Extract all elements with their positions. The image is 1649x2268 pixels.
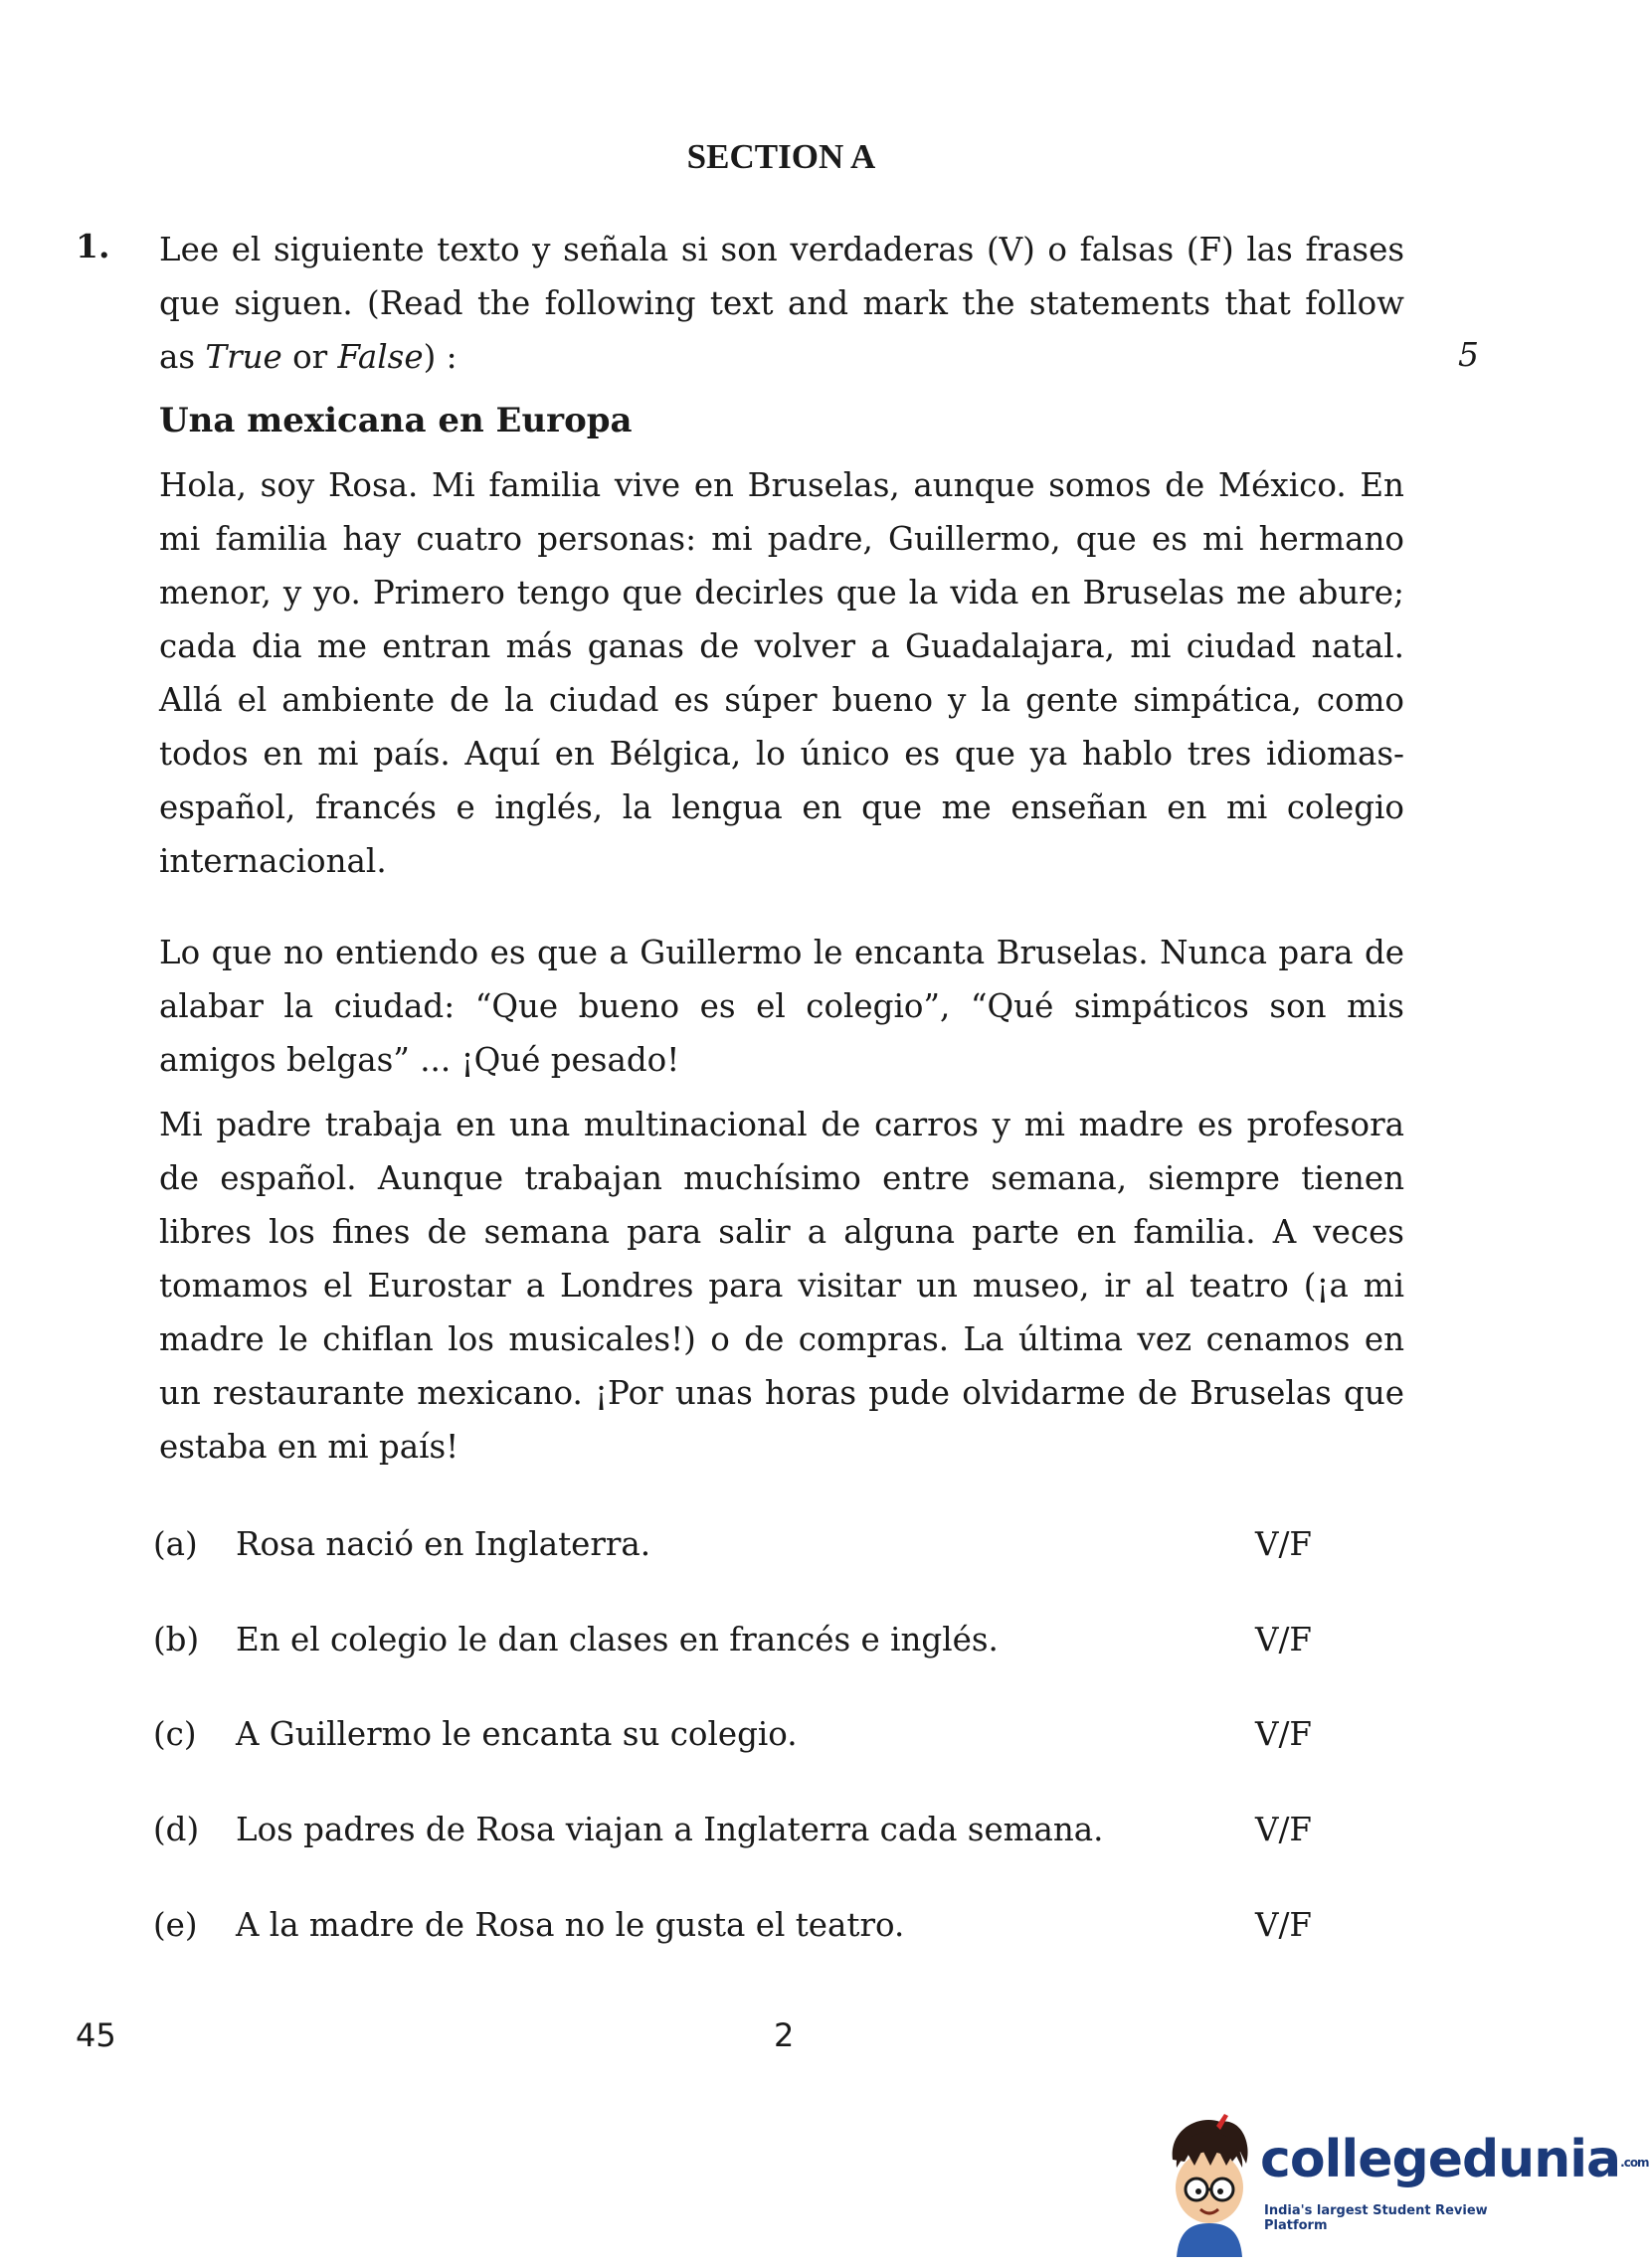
statement-d — [153, 1803, 1347, 1856]
section-heading: SECTION A — [686, 137, 876, 176]
mascot-icon — [1159, 2108, 1258, 2257]
collegedunia-watermark — [1159, 2108, 1649, 2257]
statement-label: (a) — [153, 1525, 198, 1563]
statement-text: Los padres de Rosa viajan a Inglaterra cada semana. — [236, 1811, 1104, 1848]
statement-label: (d) — [153, 1811, 200, 1848]
page-number: 2 — [774, 2016, 795, 2054]
statement-text: Rosa nació en Inglaterra. — [236, 1525, 651, 1563]
statement-answer: V/F — [1255, 1811, 1312, 1848]
statement-answer: V/F — [1255, 1906, 1312, 1944]
false-word: False — [337, 338, 424, 376]
statement-answer: V/F — [1255, 1715, 1312, 1753]
statement-text: A Guillermo le encanta su colegio. — [236, 1715, 798, 1753]
passage-paragraph-3: Mi padre trabaja en una multinacional de carros y mi madre es profesora de español. Aunque trabajan muchísimo entre semana, siempre tienen libres los fines de semana para salir a alguna parte en familia. A veces tomamos el Eurostar a Londres para visitar un museo, ir al teatro (¡a mi madre le chiflan los musicales!) o de compras. La última vez cenamos en un restaurante mexicano. ¡Por unas horas pude olvidarme de Bruselas que estaba en mi país! — [159, 1106, 1404, 1466]
passage-paragraph-2: Lo que no entiendo es que a Guillermo le encanta Bruselas. Nunca para de alabar la ciudad: “Que bueno es el colegio”, “Qué simpáticos son mis amigos belgas” ... ¡Qué pesado! — [159, 934, 1404, 1079]
statement-a — [153, 1517, 1347, 1571]
statement-e — [153, 1898, 1347, 1952]
statement-c — [153, 1707, 1347, 1761]
statement-text: A la madre de Rosa no le gusta el teatro. — [236, 1906, 905, 1944]
statement-b — [153, 1613, 1347, 1666]
statement-label: (c) — [153, 1715, 197, 1753]
brand-tagline: India's largest Student Review Platform — [1264, 2203, 1488, 2233]
question-marks: 5 — [1458, 335, 1479, 374]
passage-paragraph-1: Hola, soy Rosa. Mi familia vive en Bruselas, aunque somos de México. En mi familia hay cuatro personas: mi padre, Guillermo, que es mi hermano menor, y yo. Primero tengo que decirles que la vida en Bruselas me abure; cada dia me entran más ganas de volver a Guadalajara, mi ciudad natal. Allá el ambiente de la ciudad es súper bueno y la gente simpática, como todos en mi país. Aquí en Bélgica, lo único es que ya hablo tres idiomas-español, francés e inglés, la lengua en que me enseñan en mi colegio internacional. — [159, 466, 1404, 880]
question-instruction: Lee el siguiente texto y señala si son verdaderas (V) o falsas (F) las frases que siguen. (Read the following text and mark the statements that follow as True or False) : — [159, 231, 1404, 376]
statement-answer: V/F — [1255, 1621, 1312, 1658]
statement-text: En el colegio le dan clases en francés e inglés. — [236, 1621, 999, 1658]
statement-label: (b) — [153, 1621, 200, 1658]
brand-com: .com — [1620, 2156, 1649, 2170]
true-word: True — [205, 338, 282, 376]
statement-label: (e) — [153, 1906, 198, 1944]
paper-code: 45 — [76, 2016, 116, 2054]
question-number: 1. — [76, 227, 110, 265]
brand-name: collegedunia.com — [1260, 2130, 1649, 2189]
passage-title: Una mexicana en Europa — [159, 401, 633, 440]
statement-answer: V/F — [1255, 1525, 1312, 1563]
